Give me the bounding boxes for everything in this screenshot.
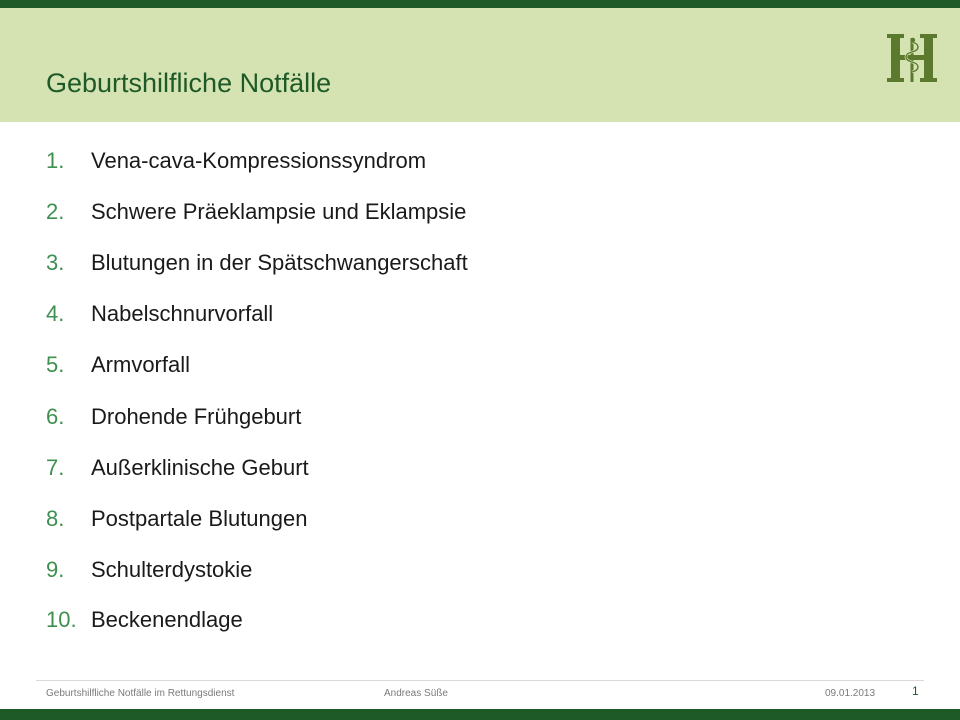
list-item-label: Blutungen in der Spätschwangerschaft bbox=[91, 250, 468, 275]
bottom-accent-bar bbox=[0, 709, 960, 720]
list-item-number: 9. bbox=[46, 557, 65, 582]
list-item-number: 3. bbox=[46, 250, 65, 275]
list-item-label: Armvorfall bbox=[91, 352, 191, 377]
top-accent-bar bbox=[0, 0, 960, 8]
list-item-number: 8. bbox=[46, 506, 65, 531]
list-item-label: Schulterdystokie bbox=[91, 557, 253, 582]
list-item-label: Schwere Präeklampsie und Eklampsie bbox=[91, 199, 467, 224]
footer-author: Andreas Süße bbox=[384, 688, 448, 699]
slide-title: Geburtshilfliche Notfälle bbox=[46, 68, 332, 98]
list-item-number: 2. bbox=[46, 199, 65, 224]
footer-title: Geburtshilfliche Notfälle im Rettungsdienst bbox=[46, 688, 235, 699]
list-item-label: Beckenendlage bbox=[91, 607, 243, 632]
list-item-number: 5. bbox=[46, 352, 65, 377]
list-item-label: Nabelschnurvorfall bbox=[91, 301, 274, 326]
list-item-label: Vena-cava-Kompressionssyndrom bbox=[91, 148, 427, 173]
list-item-number: 4. bbox=[46, 301, 65, 326]
footer-date: 09.01.2013 bbox=[825, 688, 876, 699]
list-item-label: Postpartale Blutungen bbox=[91, 506, 308, 531]
list-item-number: 10. bbox=[46, 607, 77, 632]
list-item-number: 1. bbox=[46, 148, 65, 173]
list-item-number: 7. bbox=[46, 455, 65, 480]
list-item-number: 6. bbox=[46, 404, 65, 429]
footer-divider bbox=[36, 680, 924, 681]
caduceus-h-logo-icon bbox=[886, 30, 938, 86]
page-number: 1 bbox=[912, 684, 919, 698]
list-item-label: Drohende Frühgeburt bbox=[91, 404, 302, 429]
header-band bbox=[0, 8, 960, 122]
list-item-label: Außerklinische Geburt bbox=[91, 455, 309, 480]
